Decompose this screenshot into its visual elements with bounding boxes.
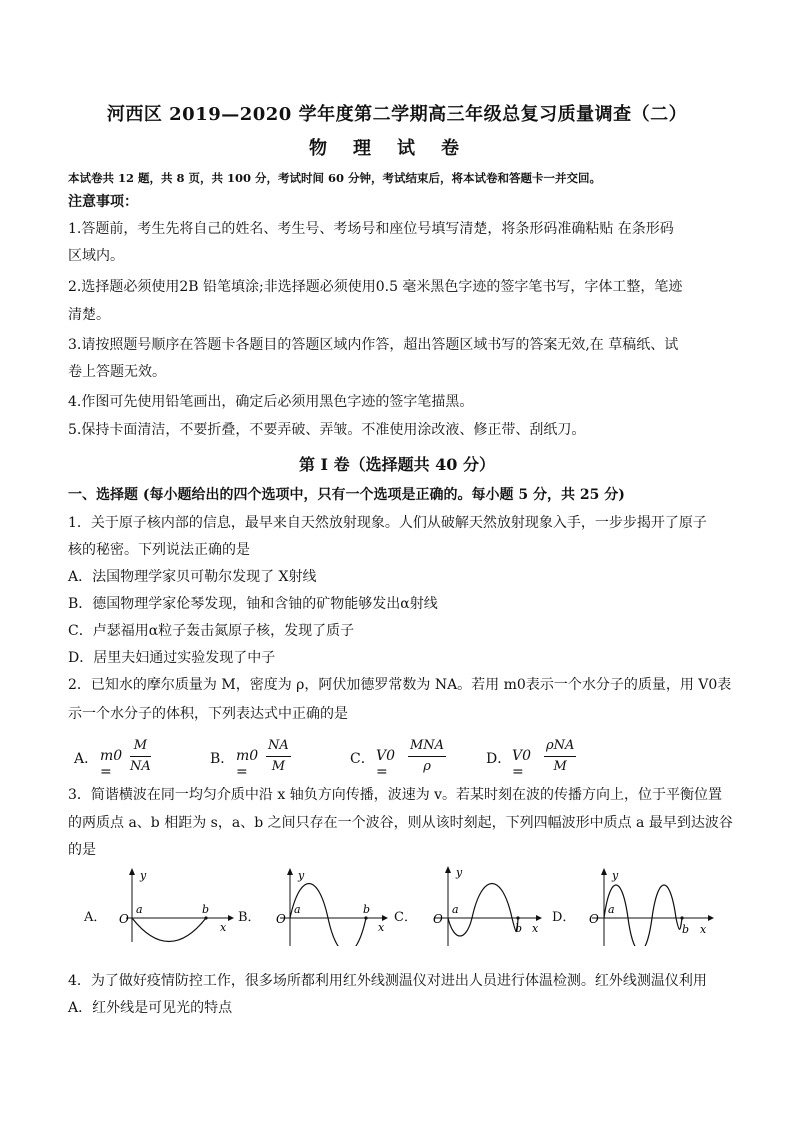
point-a-label: a <box>294 903 301 916</box>
question-stem: 3．简谐横波在同一均匀介质中沿 x 轴负方向传播，波速为 v。若某时刻在波的传播方向上，位于平衡位置 <box>68 787 723 803</box>
y-axis-label: y <box>456 866 463 879</box>
formula-lhs: V0 = <box>376 748 396 780</box>
x-axis-arrow <box>228 915 234 921</box>
option-label: D． <box>552 910 576 925</box>
x-axis-label: x <box>532 922 539 935</box>
fraction-denominator: NA <box>130 759 151 774</box>
notice-line: 4.作图可先使用铅笔画出，确定后必须用黑色字迹的签字笔描黑。 <box>68 394 474 410</box>
point-b-label: b <box>515 922 523 935</box>
waveform-options <box>84 866 724 946</box>
option-label: D． <box>486 751 512 767</box>
x-axis-arrow <box>536 915 542 921</box>
point-a-label: a <box>452 903 459 916</box>
formula-lhs: m0 = <box>236 748 259 780</box>
exam-subject: 物理试卷 <box>309 138 485 159</box>
waveform-diagram-c <box>424 866 550 946</box>
waveform-diagram-d <box>582 866 722 946</box>
origin-label: O <box>433 912 443 926</box>
answer-option: D．居里夫妇通过实验发现了中子 <box>68 650 276 666</box>
question-stem: 示一个水分子的体积，下列表达式中正确的是 <box>68 706 348 722</box>
y-axis-arrow <box>445 866 451 873</box>
option-label: B． <box>210 751 235 767</box>
point-a-label: a <box>608 903 615 916</box>
point-b <box>680 916 683 919</box>
point-a-label: a <box>136 903 143 916</box>
formula-fraction <box>130 736 151 777</box>
option-label: C． <box>394 910 417 925</box>
notice-line: 2.选择题必须使用2B 铅笔填涂;非选择题必须使用0.5 毫米黑色字迹的签字笔书写，字体工整，笔迹 <box>68 279 683 295</box>
option-label: C． <box>350 751 375 767</box>
exam-title: 河西区 2019—2020 学年度第二学期高三年级总复习质量调查（二） <box>106 104 688 125</box>
wave-curve <box>604 885 682 946</box>
answer-option: C．卢瑟福用α粒子轰击氮原子核，发现了质子 <box>68 623 355 639</box>
wave-curve <box>290 884 366 947</box>
fraction-numerator: MNA <box>408 736 446 757</box>
question-stem: 的两质点 a、b 相距为 s，a、b 之间只存在一个波谷，则从该时刻起，下列四幅波形中质点 a 最早到达波谷 <box>68 815 733 831</box>
origin-label: O <box>589 912 599 926</box>
fraction-numerator: M <box>130 736 151 757</box>
option-label: A． <box>74 751 99 767</box>
wave-curve <box>132 918 206 942</box>
origin-label: O <box>276 912 286 926</box>
fraction-denominator: M <box>553 759 567 774</box>
point-b <box>516 916 519 919</box>
formula-options <box>74 736 734 782</box>
notice-line: 1.答题前，考生先将自己的姓名、考生号、考场号和座位号填写清楚，将条形码准确粘贴 在条形码 <box>68 221 674 237</box>
option-label: B． <box>238 910 261 925</box>
waveform-diagram-a <box>116 866 236 946</box>
y-axis-label: y <box>298 869 305 882</box>
question-stem: 核的秘密。下列说法正确的是 <box>68 542 250 558</box>
question-stem: 2．已知水的摩尔质量为 M，密度为 ρ，阿伏加德罗常数为 NA。若用 m0表示一个水分子的质量，用 V0表 <box>68 677 732 693</box>
y-axis-arrow <box>129 868 135 875</box>
notice-line: 5.保持卡面清洁，不要折叠，不要弄破、弄皱。不准使用涂改液、修正带、刮纸刀。 <box>68 422 586 438</box>
answer-option: A．红外线是可见光的特点 <box>68 1000 233 1016</box>
notice-line: 3.请按照题号顺序在答题卡各题目的答题区域内作答，超出答题区域书写的答案无效,在 草稿纸、试 <box>68 337 679 353</box>
option-label: A． <box>84 910 107 925</box>
y-axis-arrow <box>601 868 607 875</box>
point-b-label: b <box>682 923 690 936</box>
answer-option: B．德国物理学家伦琴发现，铀和含铀的矿物能够发出α射线 <box>68 596 438 612</box>
part-heading: 一、选择题 (每小题给出的四个选项中，只有一个选项是正确的。每小题 5 分，共 25 分) <box>68 487 625 503</box>
fraction-denominator: ρ <box>423 759 431 774</box>
notice-line: 清楚。 <box>68 307 110 323</box>
point-b <box>204 916 207 919</box>
section-title: 第 I 卷（选择题共 40 分） <box>298 455 496 474</box>
y-axis-label: y <box>140 869 147 882</box>
point-b-label: b <box>202 903 210 916</box>
x-axis-label: x <box>378 921 385 934</box>
y-axis-label: y <box>612 869 619 882</box>
question-stem: 的是 <box>68 842 96 858</box>
exam-intro: 本试卷共 12 题，共 8 页，共 100 分，考试时间 60 分钟，考试结束后，将本试卷和答题卡一并交回。 <box>68 171 602 185</box>
formula-fraction <box>544 736 576 777</box>
fraction-numerator: ρNA <box>544 736 576 757</box>
origin-label: O <box>119 912 129 926</box>
formula-lhs: m0 = <box>100 748 123 780</box>
waveform-diagram-b <box>270 866 390 946</box>
formula-lhs: V0 = <box>512 748 532 780</box>
point-b <box>364 916 367 919</box>
formula-fraction <box>266 736 291 777</box>
y-axis-arrow <box>287 868 293 875</box>
x-axis-arrow <box>708 915 714 921</box>
point-b-label: b <box>363 903 371 916</box>
fraction-numerator: NA <box>266 736 291 757</box>
x-axis-label: x <box>700 923 707 936</box>
question-stem: 4．为了做好疫情防控工作，很多场所都利用红外线测温仪对进出人员进行体温检测。红外线测温仪利用 <box>68 973 707 989</box>
fraction-denominator: M <box>271 759 286 774</box>
notice-line: 区域内。 <box>68 248 124 264</box>
x-axis-label: x <box>220 921 227 934</box>
notice-title: 注意事项： <box>68 194 138 210</box>
question-stem: 1．关于原子核内部的信息，最早来自天然放射现象。人们从破解天然放射现象入手，一步步揭开了原子 <box>68 515 707 531</box>
formula-fraction <box>408 736 446 777</box>
notice-line: 卷上答题无效。 <box>68 364 166 380</box>
answer-option: A．法国物理学家贝可勒尔发现了 X射线 <box>68 569 317 585</box>
